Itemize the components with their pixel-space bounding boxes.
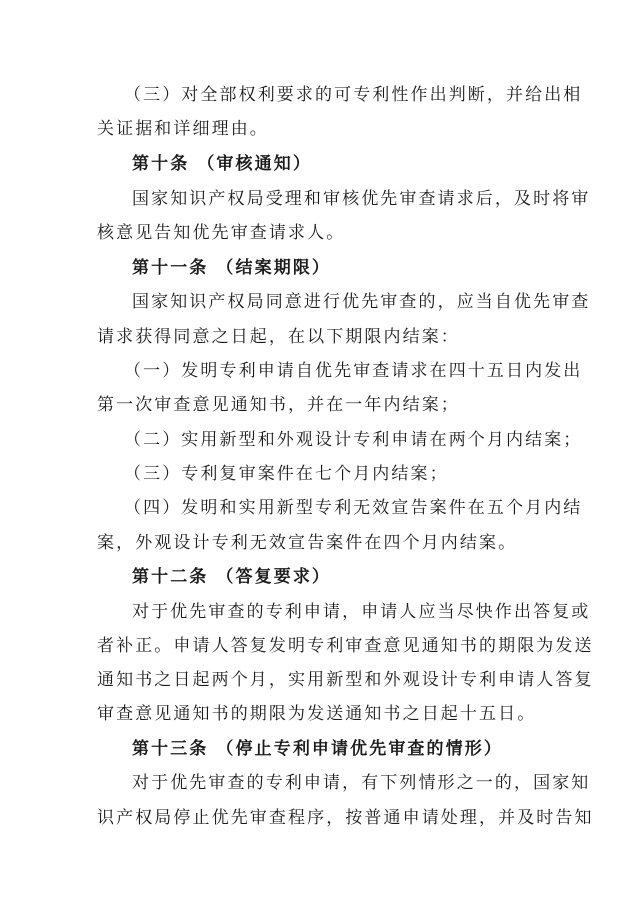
paragraph-8-line-4: 审查意见通知书的期限为发送通知书之日起十五日。 <box>97 704 537 724</box>
article-13-heading: 第十三条 （停止专利申请优先审查的情形） <box>132 739 503 759</box>
paragraph-3-line-1: 国家知识产权局同意进行优先审查的，应当自优先审查 <box>132 292 591 312</box>
paragraph-8-line-2: 者补正。申请人答复发明专利审查意见通知书的期限为发送 <box>97 636 594 656</box>
paragraph-5-line-1: （二）实用新型和外观设计专利申请在两个月内结案； <box>124 430 583 450</box>
article-12-heading: 第十二条 （答复要求） <box>132 567 332 587</box>
paragraph-1-line-2: 关证据和详细理由。 <box>97 119 269 139</box>
paragraph-1-line-1: （三）对全部权利要求的可专利性作出判断，并给出相 <box>124 85 583 105</box>
paragraph-3-line-2: 请求获得同意之日起，在以下期限内结案： <box>97 327 460 347</box>
paragraph-7-line-2: 案，外观设计专利无效宣告案件在四个月内结案。 <box>97 533 518 553</box>
article-11-heading: 第十一条 （结案期限） <box>132 258 332 278</box>
paragraph-9-line-2: 识产权局停止优先审查程序，按普通申请处理，并及时告知 <box>97 808 594 828</box>
paragraph-4-line-2: 第一次审查意见通知书，并在一年内结案； <box>97 395 460 415</box>
paragraph-2-line-2: 核意见告知优先审查请求人。 <box>97 223 346 243</box>
paragraph-8-line-3: 通知书之日起两个月，实用新型和外观设计专利申请人答复 <box>97 670 594 690</box>
paragraph-2-line-1: 国家知识产权局受理和审核优先审查请求后，及时将审 <box>132 189 591 209</box>
paragraph-4-line-1: （一）发明专利申请自优先审查请求在四十五日内发出 <box>124 361 583 381</box>
article-10-heading: 第十条 （审核通知） <box>132 154 312 174</box>
paragraph-6-line-1: （三）专利复审案件在七个月内结案； <box>124 464 449 484</box>
paragraph-9-line-1: 对于优先审查的专利申请，有下列情形之一的，国家知 <box>132 773 591 793</box>
paragraph-8-line-1: 对于优先审查的专利申请，申请人应当尽快作出答复或 <box>132 602 591 622</box>
paragraph-7-line-1: （四）发明和实用新型专利无效宣告案件在五个月内结 <box>124 498 583 518</box>
